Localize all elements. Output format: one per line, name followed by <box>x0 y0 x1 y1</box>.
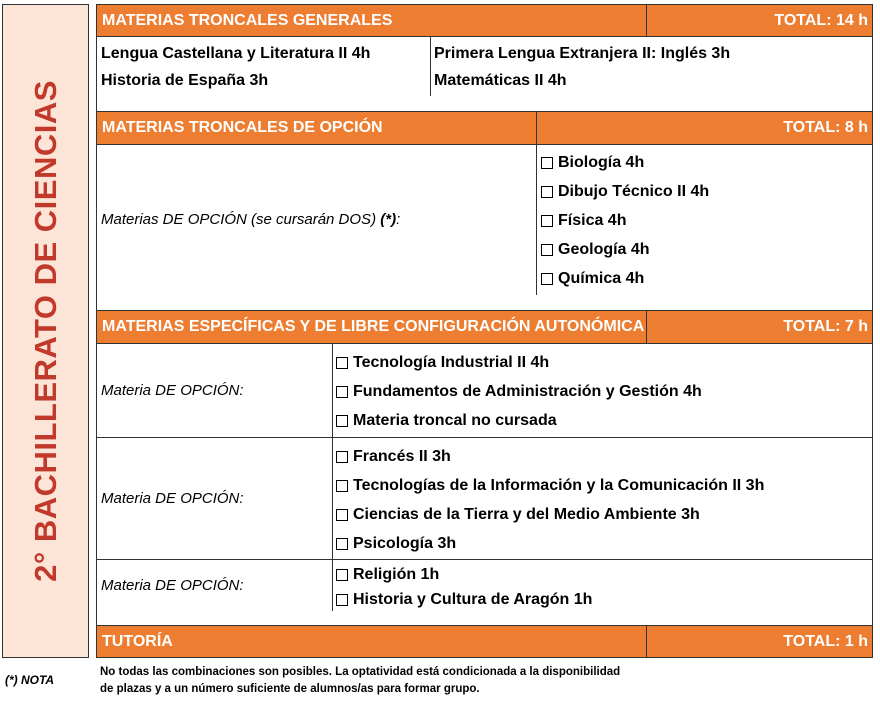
option-geologia[interactable]: Geología 4h <box>541 241 650 259</box>
troncales-opcion-total: TOTAL: 8 h <box>536 111 873 145</box>
option-religion[interactable]: Religión 1h <box>336 566 439 584</box>
option-fundamentos-administracion[interactable]: Fundamentos de Administración y Gestión 4h <box>336 383 702 401</box>
materia-opcion-label: Materia DE OPCIÓN: <box>101 382 244 399</box>
option-ciencias-tierra[interactable]: Ciencias de la Tierra y del Medio Ambiente 3h <box>336 506 700 524</box>
especificas-total: TOTAL: 7 h <box>646 310 873 344</box>
especificas-header: MATERIAS ESPECÍFICAS Y DE LIBRE CONFIGURACIÓN AUTONÓMICA <box>96 310 647 344</box>
troncales-generales-header: MATERIAS TRONCALES GENERALES <box>96 4 647 37</box>
option-tecnologia-industrial[interactable]: Tecnología Industrial II 4h <box>336 354 549 372</box>
troncales-opcion-label: Materias DE OPCIÓN (se cursarán DOS) (*): <box>101 211 401 228</box>
checkbox[interactable] <box>336 569 348 581</box>
especificas-group1-options-cell <box>332 343 873 438</box>
especificas-group2-label-cell <box>96 437 333 560</box>
checkbox[interactable] <box>541 186 553 198</box>
sidebar-title: 2° BACHILLERATO DE CIENCIAS <box>27 80 63 582</box>
note-line-1: No todas las combinaciones son posibles. La optatividad está condicionada a la disponibilidad <box>100 666 621 678</box>
checkbox[interactable] <box>336 386 348 398</box>
checkbox[interactable] <box>541 244 553 256</box>
subject-historia-espana: Historia de España 3h <box>101 72 269 89</box>
materia-opcion-label: Materia DE OPCIÓN: <box>101 577 244 594</box>
option-frances[interactable]: Francés II 3h <box>336 448 451 466</box>
tutoria-total: TOTAL: 1 h <box>646 625 873 658</box>
troncales-generales-total: TOTAL: 14 h <box>646 4 873 37</box>
checkbox[interactable] <box>336 538 348 550</box>
subject-lengua-castellana: Lengua Castellana y Literatura II 4h <box>101 45 371 62</box>
option-materia-troncal-no-cursada[interactable]: Materia troncal no cursada <box>336 412 557 430</box>
checkbox[interactable] <box>336 451 348 463</box>
checkbox[interactable] <box>336 594 348 606</box>
especificas-group2-options-cell <box>332 437 873 560</box>
note-label: (*) NOTA <box>5 673 55 687</box>
troncales-generales-right-cell <box>430 36 873 97</box>
checkbox[interactable] <box>541 273 553 285</box>
especificas-group3-options-cell <box>332 559 873 612</box>
option-dibujo-tecnico[interactable]: Dibujo Técnico II 4h <box>541 183 709 201</box>
note-line-2: de plazas y a un número suficiente de alumnos/as para formar grupo. <box>100 683 480 695</box>
troncales-generales-left-cell <box>96 36 431 97</box>
checkbox[interactable] <box>336 357 348 369</box>
especificas-group3-label-cell <box>96 559 333 612</box>
option-biologia[interactable]: Biología 4h <box>541 154 644 172</box>
troncales-opcion-label-cell <box>96 144 537 296</box>
checkbox[interactable] <box>541 157 553 169</box>
option-psicologia[interactable]: Psicología 3h <box>336 535 456 553</box>
option-tic[interactable]: Tecnologías de la Información y la Comunicación II 3h <box>336 477 764 495</box>
spacer <box>96 295 873 311</box>
spacer <box>96 96 873 112</box>
checkbox[interactable] <box>541 215 553 227</box>
sidebar-title-panel <box>2 4 89 658</box>
subject-matematicas: Matemáticas II 4h <box>434 72 567 89</box>
checkbox[interactable] <box>336 480 348 492</box>
option-fisica[interactable]: Física 4h <box>541 212 626 230</box>
troncales-opcion-header: MATERIAS TRONCALES DE OPCIÓN <box>96 111 537 145</box>
troncales-opcion-options-cell <box>536 144 873 296</box>
tutoria-header: TUTORÍA <box>96 625 647 658</box>
checkbox[interactable] <box>336 415 348 427</box>
checkbox[interactable] <box>336 509 348 521</box>
option-historia-cultura-aragon[interactable]: Historia y Cultura de Aragón 1h <box>336 591 592 609</box>
option-quimica[interactable]: Química 4h <box>541 270 644 288</box>
subject-ingles: Primera Lengua Extranjera II: Inglés 3h <box>434 45 731 62</box>
especificas-group1-label-cell <box>96 343 333 438</box>
materia-opcion-label: Materia DE OPCIÓN: <box>101 490 244 507</box>
spacer <box>96 611 873 626</box>
